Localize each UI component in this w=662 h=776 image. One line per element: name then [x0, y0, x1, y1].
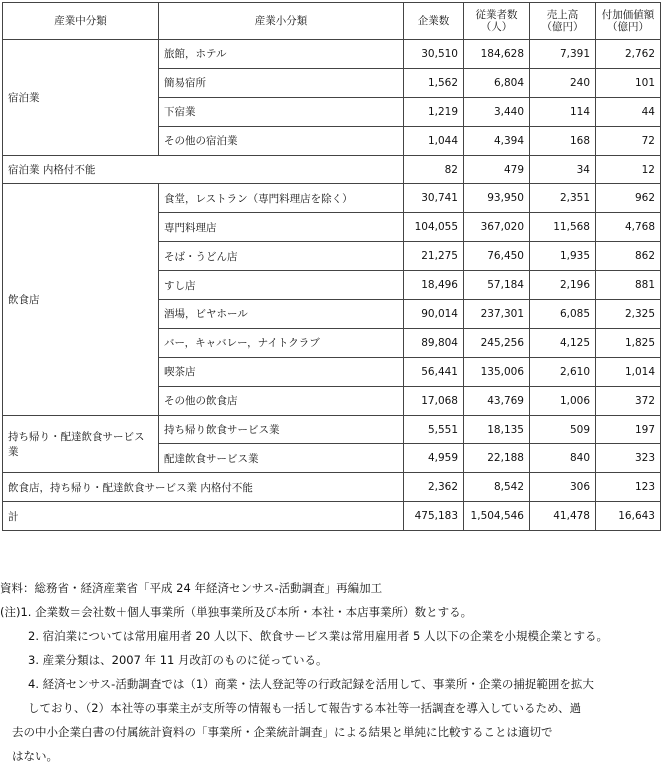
header-row	[3, 3, 661, 40]
sales-value: 11,568	[530, 213, 596, 242]
sub-category-label: 簡易宿所	[159, 68, 404, 97]
note-2: 2. 宿泊業については常用雇用者 20 人以下、飲食サービス業は常用雇用者 5 人以下の企業を小規模企業とする。	[28, 629, 608, 643]
value-added-value: 44	[596, 97, 661, 126]
employees-value: 3,440	[464, 97, 530, 126]
employees-value: 57,184	[464, 271, 530, 300]
notes-section	[0, 576, 662, 768]
firms-value: 89,804	[404, 328, 464, 357]
sales-value: 4,125	[530, 328, 596, 357]
value-added-value: 323	[596, 444, 661, 473]
value-added-value: 1,825	[596, 328, 661, 357]
firms-value: 56,441	[404, 357, 464, 386]
sales-value: 34	[530, 155, 596, 184]
total-label: 計	[3, 502, 404, 531]
sales-value: 168	[530, 126, 596, 155]
value-added-value: 1,014	[596, 357, 661, 386]
total-row	[3, 502, 661, 531]
value-added-value: 4,768	[596, 213, 661, 242]
header-firms: 企業数	[404, 3, 464, 40]
note-3: 3. 産業分類は、2007 年 11 月改訂のものに従っている。	[28, 653, 328, 667]
firms-value: 30,510	[404, 40, 464, 69]
sales-value: 7,391	[530, 40, 596, 69]
value-added-value: 2,762	[596, 40, 661, 69]
employees-value: 245,256	[464, 328, 530, 357]
table-row	[3, 415, 661, 444]
mid-category-label: 宿泊業	[3, 40, 159, 156]
firms-value: 17,068	[404, 386, 464, 415]
source-note: 資料：総務省・経済産業省「平成 24 年経済センサス‐活動調査」再編加工	[0, 581, 383, 595]
value-added-value: 2,325	[596, 300, 661, 329]
sales-value: 1,935	[530, 242, 596, 271]
employees-value: 6,804	[464, 68, 530, 97]
value-added-value: 123	[596, 473, 661, 502]
value-added-value: 881	[596, 271, 661, 300]
sub-category-label: 食堂，レストラン（専門料理店を除く）	[159, 184, 404, 213]
employees-value: 1,504,546	[464, 502, 530, 531]
employees-value: 18,135	[464, 415, 530, 444]
firms-value: 90,014	[404, 300, 464, 329]
header-sub-category: 産業小分類	[159, 3, 404, 40]
sub-category-label: その他の宿泊業	[159, 126, 404, 155]
sales-value: 306	[530, 473, 596, 502]
employees-value: 237,301	[464, 300, 530, 329]
employees-value: 184,628	[464, 40, 530, 69]
value-added-value: 16,643	[596, 502, 661, 531]
sub-category-label: すし店	[159, 271, 404, 300]
sub-category-label: 下宿業	[159, 97, 404, 126]
firms-value: 475,183	[404, 502, 464, 531]
value-added-value: 862	[596, 242, 661, 271]
table-row	[3, 473, 661, 502]
mid-category-label: 持ち帰り・配達飲食サービス業	[3, 415, 159, 473]
mid-category-label: 飲食店	[3, 184, 159, 415]
employees-value: 93,950	[464, 184, 530, 213]
note-4-line-3: 去の中小企業白書の付属統計資料の「事業所・企業統計調査」による結果と単純に比較することは適切で	[12, 725, 553, 739]
statistics-table	[2, 2, 661, 531]
employees-value: 8,542	[464, 473, 530, 502]
firms-value: 1,044	[404, 126, 464, 155]
sub-category-label: 専門料理店	[159, 213, 404, 242]
firms-value: 4,959	[404, 444, 464, 473]
note-4-line-1: 4. 経済センサス‐活動調査では（1）商業・法人登記等の行政記録を活用して、事業所・企業の捕捉範囲を拡大	[28, 677, 594, 691]
firms-value: 82	[404, 155, 464, 184]
sales-value: 6,085	[530, 300, 596, 329]
sub-category-label: バー，キャバレー，ナイトクラブ	[159, 328, 404, 357]
employees-value: 22,188	[464, 444, 530, 473]
value-added-value: 962	[596, 184, 661, 213]
firms-value: 104,055	[404, 213, 464, 242]
sub-category-label: 持ち帰り飲食サービス業	[159, 415, 404, 444]
sales-value: 2,196	[530, 271, 596, 300]
sales-value: 114	[530, 97, 596, 126]
sales-value: 1,006	[530, 386, 596, 415]
unclassified-lodging-label: 宿泊業 内格付不能	[3, 155, 404, 184]
employees-value: 4,394	[464, 126, 530, 155]
firms-value: 5,551	[404, 415, 464, 444]
firms-value: 21,275	[404, 242, 464, 271]
firms-value: 30,741	[404, 184, 464, 213]
note-4-line-2: しており、（2）本社等の事業主が支所等の情報も一括して報告する本社等一括調査を導入しているため、過	[28, 701, 582, 715]
value-added-value: 372	[596, 386, 661, 415]
sub-category-label: 旅館，ホテル	[159, 40, 404, 69]
value-added-value: 72	[596, 126, 661, 155]
value-added-value: 197	[596, 415, 661, 444]
sub-category-label: 酒場，ビヤホール	[159, 300, 404, 329]
employees-value: 135,006	[464, 357, 530, 386]
sales-value: 240	[530, 68, 596, 97]
employees-value: 76,450	[464, 242, 530, 271]
firms-value: 2,362	[404, 473, 464, 502]
sub-category-label: その他の飲食店	[159, 386, 404, 415]
sub-category-label: 配達飲食サービス業	[159, 444, 404, 473]
note-1: (注)1. 企業数＝会社数＋個人事業所（単独事業所及び本所・本社・本店事業所）数とする。	[0, 605, 473, 619]
note-4-line-4: はない。	[12, 749, 58, 763]
sales-value: 840	[530, 444, 596, 473]
employees-value: 367,020	[464, 213, 530, 242]
header-employees: 従業者数 （人）	[464, 3, 530, 40]
sales-value: 2,610	[530, 357, 596, 386]
sales-value: 509	[530, 415, 596, 444]
table-row	[3, 155, 661, 184]
firms-value: 1,219	[404, 97, 464, 126]
sales-value: 41,478	[530, 502, 596, 531]
firms-value: 1,562	[404, 68, 464, 97]
table-row	[3, 184, 661, 213]
firms-value: 18,496	[404, 271, 464, 300]
employees-value: 43,769	[464, 386, 530, 415]
header-sales: 売上高 （億円）	[530, 3, 596, 40]
sales-value: 2,351	[530, 184, 596, 213]
unclassified-food-label: 飲食店，持ち帰り・配達飲食サービス業 内格付不能	[3, 473, 404, 502]
value-added-value: 101	[596, 68, 661, 97]
header-mid-category: 産業中分類	[3, 3, 159, 40]
sub-category-label: そば・うどん店	[159, 242, 404, 271]
header-value-added: 付加価値額 （億円）	[596, 3, 661, 40]
value-added-value: 12	[596, 155, 661, 184]
sub-category-label: 喫茶店	[159, 357, 404, 386]
employees-value: 479	[464, 155, 530, 184]
table-row	[3, 40, 661, 69]
